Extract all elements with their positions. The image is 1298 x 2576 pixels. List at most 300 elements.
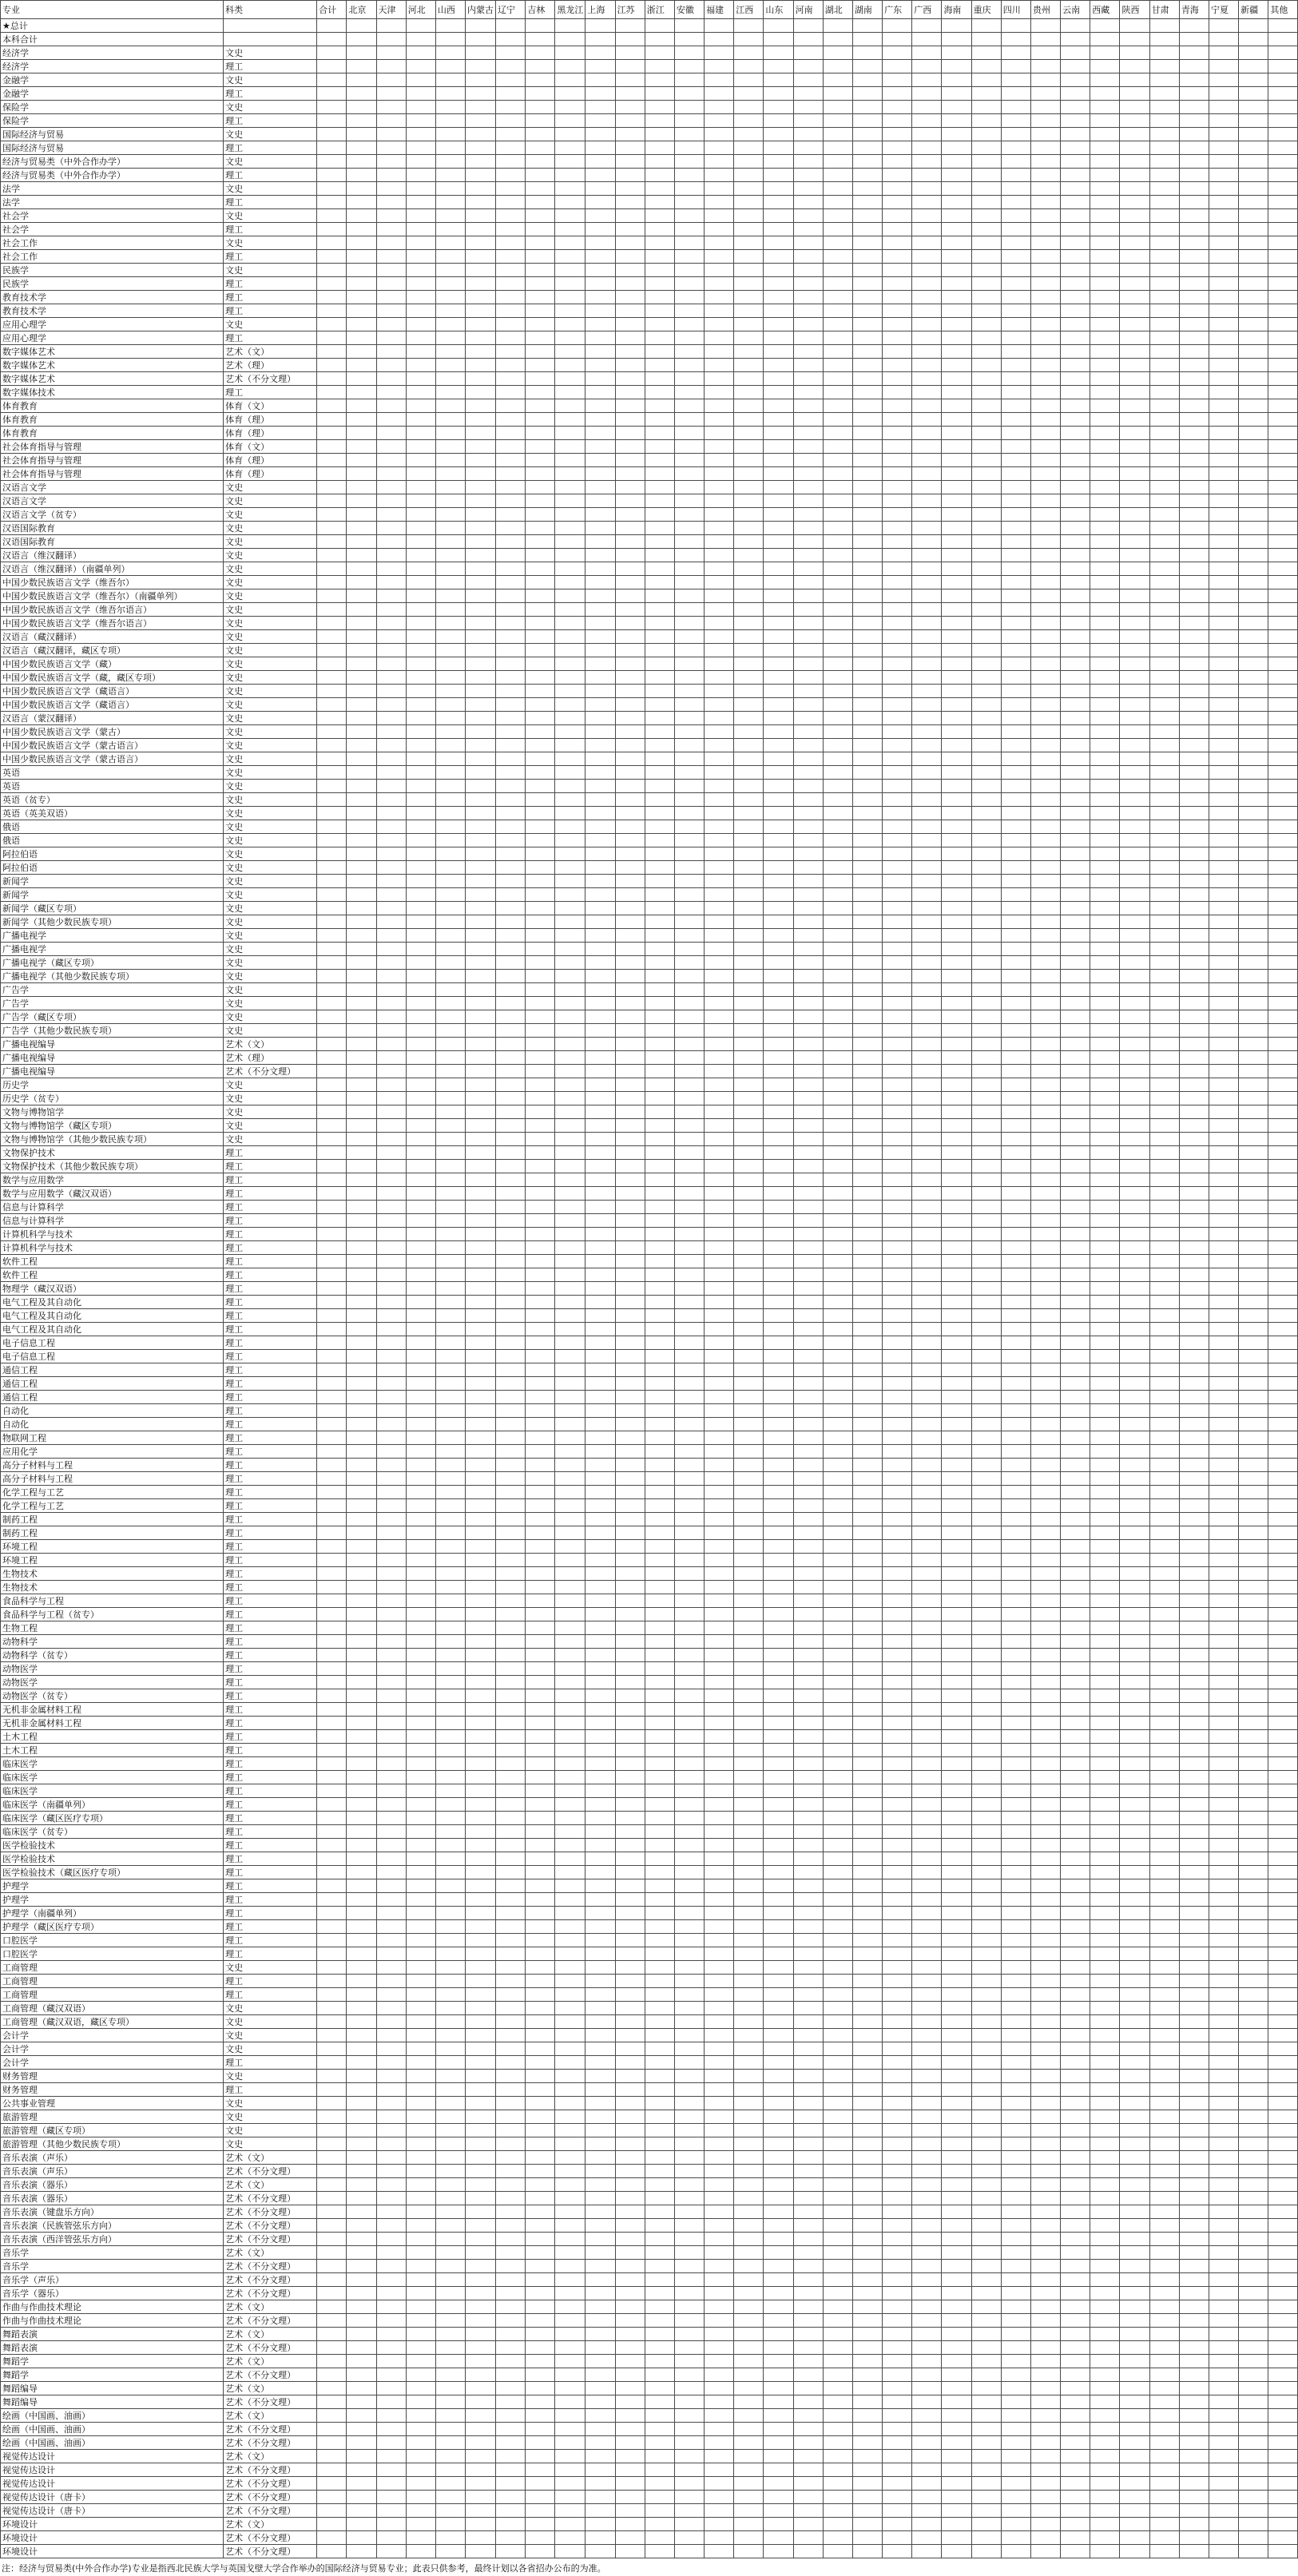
- quota-cell[interactable]: [496, 87, 526, 101]
- quota-cell[interactable]: [1001, 264, 1030, 277]
- quota-cell[interactable]: [1090, 1228, 1120, 1241]
- quota-cell[interactable]: [883, 467, 912, 481]
- quota-cell[interactable]: [347, 1839, 376, 1852]
- category-cell[interactable]: 文史: [224, 807, 317, 820]
- quota-cell[interactable]: [1090, 372, 1120, 386]
- quota-cell[interactable]: [823, 983, 852, 997]
- quota-cell[interactable]: [942, 304, 971, 318]
- quota-cell[interactable]: [1179, 304, 1209, 318]
- quota-cell[interactable]: [1268, 1336, 1298, 1350]
- quota-cell[interactable]: [1030, 359, 1060, 372]
- quota-cell[interactable]: [912, 1744, 942, 1757]
- quota-cell[interactable]: [705, 1784, 734, 1798]
- quota-cell[interactable]: [1001, 1418, 1030, 1431]
- quota-cell[interactable]: [1001, 1377, 1030, 1391]
- quota-cell[interactable]: [883, 1377, 912, 1391]
- quota-cell[interactable]: [317, 589, 347, 603]
- quota-cell[interactable]: [793, 1404, 823, 1418]
- quota-cell[interactable]: [1061, 1038, 1090, 1051]
- quota-cell[interactable]: [705, 1730, 734, 1744]
- quota-cell[interactable]: [526, 1784, 555, 1798]
- quota-cell[interactable]: [1090, 1431, 1120, 1445]
- quota-cell[interactable]: [793, 291, 823, 304]
- quota-cell[interactable]: [1209, 1214, 1238, 1228]
- quota-cell[interactable]: [1179, 1608, 1209, 1621]
- quota-cell[interactable]: [317, 250, 347, 264]
- quota-cell[interactable]: [555, 128, 585, 141]
- quota-cell[interactable]: [764, 1486, 793, 1499]
- quota-cell[interactable]: [674, 1228, 704, 1241]
- quota-cell[interactable]: [764, 1703, 793, 1717]
- quota-cell[interactable]: [1090, 1513, 1120, 1526]
- quota-cell[interactable]: [615, 386, 645, 399]
- quota-cell[interactable]: [942, 250, 971, 264]
- quota-cell[interactable]: [1268, 1581, 1298, 1594]
- quota-cell[interactable]: [406, 902, 435, 915]
- quota-cell[interactable]: [734, 1309, 764, 1323]
- quota-cell[interactable]: [971, 1268, 1001, 1282]
- quota-cell[interactable]: [435, 1282, 465, 1296]
- quota-cell[interactable]: [585, 209, 615, 223]
- quota-cell[interactable]: [645, 1852, 674, 1866]
- quota-cell[interactable]: [793, 1133, 823, 1146]
- quota-cell[interactable]: [466, 1065, 496, 1078]
- quota-cell[interactable]: [1179, 766, 1209, 780]
- quota-cell[interactable]: [496, 1105, 526, 1119]
- quota-cell[interactable]: [526, 712, 555, 725]
- quota-cell[interactable]: [1030, 820, 1060, 834]
- quota-cell[interactable]: [793, 1771, 823, 1784]
- quota-cell[interactable]: [615, 250, 645, 264]
- quota-cell[interactable]: [615, 359, 645, 372]
- quota-cell[interactable]: [883, 141, 912, 155]
- quota-cell[interactable]: [1149, 698, 1179, 712]
- quota-cell[interactable]: [466, 1323, 496, 1336]
- quota-cell[interactable]: [971, 712, 1001, 725]
- quota-cell[interactable]: [1149, 454, 1179, 467]
- quota-cell[interactable]: [942, 1173, 971, 1187]
- quota-cell[interactable]: [1209, 1146, 1238, 1160]
- quota-cell[interactable]: [347, 1431, 376, 1445]
- quota-cell[interactable]: [435, 1703, 465, 1717]
- quota-cell[interactable]: [526, 141, 555, 155]
- quota-cell[interactable]: [1149, 820, 1179, 834]
- quota-cell[interactable]: [764, 1133, 793, 1146]
- quota-cell[interactable]: [764, 1866, 793, 1879]
- quota-cell[interactable]: [1239, 1228, 1268, 1241]
- major-cell[interactable]: 民族学: [1, 277, 224, 291]
- quota-cell[interactable]: [1030, 1363, 1060, 1377]
- quota-cell[interactable]: [466, 1866, 496, 1879]
- quota-cell[interactable]: [823, 155, 852, 169]
- quota-cell[interactable]: [823, 427, 852, 440]
- quota-cell[interactable]: [585, 820, 615, 834]
- quota-cell[interactable]: [376, 1472, 406, 1486]
- quota-cell[interactable]: [526, 589, 555, 603]
- quota-cell[interactable]: [764, 644, 793, 657]
- quota-cell[interactable]: [526, 1431, 555, 1445]
- quota-cell[interactable]: [1268, 535, 1298, 549]
- quota-cell[interactable]: [1179, 277, 1209, 291]
- quota-cell[interactable]: [317, 1241, 347, 1255]
- quota-cell[interactable]: [1209, 562, 1238, 576]
- quota-cell[interactable]: [1120, 983, 1149, 997]
- quota-cell[interactable]: [1061, 1839, 1090, 1852]
- category-cell[interactable]: 理工: [224, 1486, 317, 1499]
- quota-cell[interactable]: [1239, 644, 1268, 657]
- quota-cell[interactable]: [347, 467, 376, 481]
- quota-cell[interactable]: [466, 1757, 496, 1771]
- quota-cell[interactable]: [734, 562, 764, 576]
- quota-cell[interactable]: [793, 1621, 823, 1635]
- quota-cell[interactable]: [852, 725, 882, 739]
- quota-cell[interactable]: [1239, 1771, 1268, 1784]
- quota-cell[interactable]: [1090, 331, 1120, 345]
- quota-cell[interactable]: [971, 685, 1001, 698]
- quota-cell[interactable]: [555, 1513, 585, 1526]
- quota-cell[interactable]: [705, 1662, 734, 1676]
- quota-cell[interactable]: [555, 1839, 585, 1852]
- category-cell[interactable]: 理工: [224, 87, 317, 101]
- quota-cell[interactable]: [466, 440, 496, 454]
- quota-cell[interactable]: [347, 1852, 376, 1866]
- quota-cell[interactable]: [496, 1350, 526, 1363]
- quota-cell[interactable]: [406, 1038, 435, 1051]
- quota-cell[interactable]: [1149, 875, 1179, 888]
- quota-cell[interactable]: [1179, 1621, 1209, 1635]
- quota-cell[interactable]: [555, 1771, 585, 1784]
- quota-cell[interactable]: [435, 1268, 465, 1282]
- quota-cell[interactable]: [942, 386, 971, 399]
- quota-cell[interactable]: [645, 467, 674, 481]
- quota-cell[interactable]: [1268, 1296, 1298, 1309]
- quota-cell[interactable]: [942, 970, 971, 983]
- quota-cell[interactable]: [1001, 494, 1030, 508]
- quota-cell[interactable]: [852, 943, 882, 956]
- quota-cell[interactable]: [1239, 1418, 1268, 1431]
- quota-cell[interactable]: [852, 1092, 882, 1105]
- quota-cell[interactable]: [1179, 1214, 1209, 1228]
- quota-cell[interactable]: [1001, 1812, 1030, 1825]
- quota-cell[interactable]: [1239, 1391, 1268, 1404]
- quota-cell[interactable]: [645, 1065, 674, 1078]
- quota-cell[interactable]: [406, 440, 435, 454]
- quota-cell[interactable]: [1090, 1757, 1120, 1771]
- quota-cell[interactable]: [466, 1879, 496, 1893]
- quota-cell[interactable]: [1209, 698, 1238, 712]
- quota-cell[interactable]: [615, 454, 645, 467]
- quota-cell[interactable]: [496, 997, 526, 1010]
- quota-cell[interactable]: [496, 657, 526, 671]
- quota-cell[interactable]: [705, 1119, 734, 1133]
- quota-cell[interactable]: [585, 467, 615, 481]
- quota-cell[interactable]: [1090, 114, 1120, 128]
- quota-cell[interactable]: [1120, 1133, 1149, 1146]
- quota-cell[interactable]: [1061, 73, 1090, 87]
- quota-cell[interactable]: [1239, 1431, 1268, 1445]
- quota-cell[interactable]: [971, 372, 1001, 386]
- quota-cell[interactable]: [526, 983, 555, 997]
- major-cell[interactable]: 广播电视学: [1, 929, 224, 943]
- quota-cell[interactable]: [496, 1187, 526, 1201]
- quota-cell[interactable]: [883, 345, 912, 359]
- quota-cell[interactable]: [555, 807, 585, 820]
- quota-cell[interactable]: [526, 888, 555, 902]
- quota-cell[interactable]: [734, 1282, 764, 1296]
- quota-cell[interactable]: [645, 1241, 674, 1255]
- quota-cell[interactable]: [1239, 1201, 1268, 1214]
- quota-cell[interactable]: [1030, 725, 1060, 739]
- quota-cell[interactable]: [852, 1513, 882, 1526]
- quota-cell[interactable]: [615, 209, 645, 223]
- quota-cell[interactable]: [555, 399, 585, 413]
- quota-cell[interactable]: [971, 1567, 1001, 1581]
- quota-cell[interactable]: [1209, 318, 1238, 331]
- quota-cell[interactable]: [1090, 698, 1120, 712]
- quota-cell[interactable]: [1090, 685, 1120, 698]
- quota-cell[interactable]: [1179, 169, 1209, 182]
- quota-cell[interactable]: [1061, 983, 1090, 997]
- quota-cell[interactable]: [1239, 1703, 1268, 1717]
- quota-cell[interactable]: [734, 1852, 764, 1866]
- quota-cell[interactable]: [376, 508, 406, 522]
- quota-cell[interactable]: [705, 291, 734, 304]
- quota-cell[interactable]: [764, 1730, 793, 1744]
- quota-cell[interactable]: [555, 1689, 585, 1703]
- quota-cell[interactable]: [912, 386, 942, 399]
- quota-cell[interactable]: [1001, 155, 1030, 169]
- quota-cell[interactable]: [1179, 1771, 1209, 1784]
- quota-cell[interactable]: [1090, 793, 1120, 807]
- quota-cell[interactable]: [1030, 549, 1060, 562]
- quota-cell[interactable]: [1209, 427, 1238, 440]
- quota-cell[interactable]: [1061, 1784, 1090, 1798]
- quota-cell[interactable]: [852, 1486, 882, 1499]
- quota-cell[interactable]: [793, 644, 823, 657]
- quota-cell[interactable]: [1061, 1377, 1090, 1391]
- quota-cell[interactable]: [734, 1676, 764, 1689]
- quota-cell[interactable]: [347, 359, 376, 372]
- quota-cell[interactable]: [793, 576, 823, 589]
- quota-cell[interactable]: [585, 807, 615, 820]
- quota-cell[interactable]: [823, 535, 852, 549]
- quota-cell[interactable]: [883, 1323, 912, 1336]
- quota-cell[interactable]: [615, 1431, 645, 1445]
- quota-cell[interactable]: [615, 128, 645, 141]
- quota-cell[interactable]: [1090, 236, 1120, 250]
- quota-cell[interactable]: [793, 807, 823, 820]
- quota-cell[interactable]: [555, 725, 585, 739]
- quota-cell[interactable]: [1239, 1350, 1268, 1363]
- quota-cell[interactable]: [526, 114, 555, 128]
- quota-cell[interactable]: [764, 1581, 793, 1594]
- quota-cell[interactable]: [347, 1866, 376, 1879]
- quota-cell[interactable]: [1120, 997, 1149, 1010]
- quota-cell[interactable]: [615, 1540, 645, 1554]
- quota-cell[interactable]: [1179, 915, 1209, 929]
- quota-cell[interactable]: [1239, 847, 1268, 861]
- quota-cell[interactable]: [317, 1812, 347, 1825]
- quota-cell[interactable]: [883, 1839, 912, 1852]
- quota-cell[interactable]: [585, 1241, 615, 1255]
- quota-cell[interactable]: [912, 888, 942, 902]
- quota-cell[interactable]: [1061, 1268, 1090, 1282]
- category-cell[interactable]: 理工: [224, 1581, 317, 1594]
- quota-cell[interactable]: [1090, 1499, 1120, 1513]
- quota-cell[interactable]: [734, 1363, 764, 1377]
- quota-cell[interactable]: [317, 1431, 347, 1445]
- quota-cell[interactable]: [1209, 196, 1238, 209]
- quota-cell[interactable]: [496, 1445, 526, 1459]
- quota-cell[interactable]: [1030, 739, 1060, 752]
- quota-cell[interactable]: [1001, 1472, 1030, 1486]
- quota-cell[interactable]: [555, 1798, 585, 1812]
- category-cell[interactable]: 艺术（理）: [224, 359, 317, 372]
- quota-cell[interactable]: [1209, 1323, 1238, 1336]
- major-cell[interactable]: 通信工程: [1, 1391, 224, 1404]
- quota-cell[interactable]: [674, 223, 704, 236]
- quota-cell[interactable]: [823, 1065, 852, 1078]
- quota-cell[interactable]: [526, 1703, 555, 1717]
- quota-cell[interactable]: [615, 1513, 645, 1526]
- quota-cell[interactable]: [496, 1581, 526, 1594]
- quota-cell[interactable]: [406, 427, 435, 440]
- quota-cell[interactable]: [705, 1255, 734, 1268]
- quota-cell[interactable]: [942, 155, 971, 169]
- quota-cell[interactable]: [1001, 1323, 1030, 1336]
- quota-cell[interactable]: [347, 902, 376, 915]
- quota-cell[interactable]: [1030, 1187, 1060, 1201]
- quota-cell[interactable]: [1268, 1391, 1298, 1404]
- quota-cell[interactable]: [705, 1717, 734, 1730]
- quota-cell[interactable]: [615, 372, 645, 386]
- quota-cell[interactable]: [852, 1119, 882, 1133]
- quota-cell[interactable]: [852, 1404, 882, 1418]
- quota-cell[interactable]: [764, 1784, 793, 1798]
- quota-cell[interactable]: [942, 128, 971, 141]
- quota-cell[interactable]: [376, 60, 406, 73]
- quota-cell[interactable]: [793, 1689, 823, 1703]
- quota-cell[interactable]: [971, 1024, 1001, 1038]
- quota-cell[interactable]: [1001, 875, 1030, 888]
- quota-cell[interactable]: [793, 196, 823, 209]
- quota-cell[interactable]: [1030, 1051, 1060, 1065]
- quota-cell[interactable]: [615, 1567, 645, 1581]
- quota-cell[interactable]: [555, 250, 585, 264]
- quota-cell[interactable]: [645, 1146, 674, 1160]
- quota-cell[interactable]: [942, 1459, 971, 1472]
- quota-cell[interactable]: [1209, 19, 1238, 33]
- quota-cell[interactable]: [1239, 943, 1268, 956]
- quota-cell[interactable]: [1090, 1784, 1120, 1798]
- quota-cell[interactable]: [1061, 1431, 1090, 1445]
- quota-cell[interactable]: [852, 467, 882, 481]
- quota-cell[interactable]: [823, 956, 852, 970]
- quota-cell[interactable]: [1149, 440, 1179, 454]
- quota-cell[interactable]: [1268, 1418, 1298, 1431]
- quota-cell[interactable]: [317, 1105, 347, 1119]
- quota-cell[interactable]: [1149, 1812, 1179, 1825]
- quota-cell[interactable]: [555, 562, 585, 576]
- category-cell[interactable]: 理工: [224, 1391, 317, 1404]
- quota-cell[interactable]: [1120, 33, 1149, 46]
- quota-cell[interactable]: [764, 1296, 793, 1309]
- quota-cell[interactable]: [942, 1445, 971, 1459]
- quota-cell[interactable]: [347, 1594, 376, 1608]
- quota-cell[interactable]: [793, 427, 823, 440]
- quota-cell[interactable]: [376, 780, 406, 793]
- quota-cell[interactable]: [1179, 1391, 1209, 1404]
- quota-cell[interactable]: [942, 1119, 971, 1133]
- quota-cell[interactable]: [1001, 1784, 1030, 1798]
- quota-cell[interactable]: [526, 562, 555, 576]
- quota-cell[interactable]: [793, 128, 823, 141]
- quota-cell[interactable]: [912, 1526, 942, 1540]
- quota-cell[interactable]: [645, 956, 674, 970]
- quota-cell[interactable]: [1179, 1377, 1209, 1391]
- quota-cell[interactable]: [347, 372, 376, 386]
- quota-cell[interactable]: [942, 1255, 971, 1268]
- quota-cell[interactable]: [971, 752, 1001, 766]
- quota-cell[interactable]: [347, 1730, 376, 1744]
- quota-cell[interactable]: [734, 1092, 764, 1105]
- quota-cell[interactable]: [615, 1621, 645, 1635]
- quota-cell[interactable]: [1001, 331, 1030, 345]
- quota-cell[interactable]: [555, 345, 585, 359]
- quota-cell[interactable]: [1120, 1554, 1149, 1567]
- quota-cell[interactable]: [793, 1282, 823, 1296]
- quota-cell[interactable]: [645, 766, 674, 780]
- quota-cell[interactable]: [912, 617, 942, 630]
- quota-cell[interactable]: [705, 1445, 734, 1459]
- quota-cell[interactable]: [1149, 671, 1179, 685]
- quota-cell[interactable]: [1061, 1214, 1090, 1228]
- quota-cell[interactable]: [1030, 33, 1060, 46]
- quota-cell[interactable]: [1061, 1689, 1090, 1703]
- quota-cell[interactable]: [466, 562, 496, 576]
- quota-cell[interactable]: [793, 1730, 823, 1744]
- quota-cell[interactable]: [912, 1852, 942, 1866]
- quota-cell[interactable]: [1030, 807, 1060, 820]
- quota-cell[interactable]: [1179, 33, 1209, 46]
- quota-cell[interactable]: [1268, 888, 1298, 902]
- quota-cell[interactable]: [883, 752, 912, 766]
- quota-cell[interactable]: [1030, 671, 1060, 685]
- quota-cell[interactable]: [466, 1228, 496, 1241]
- quota-cell[interactable]: [1001, 766, 1030, 780]
- quota-cell[interactable]: [912, 1662, 942, 1676]
- quota-cell[interactable]: [585, 1350, 615, 1363]
- quota-cell[interactable]: [823, 630, 852, 644]
- quota-cell[interactable]: [734, 902, 764, 915]
- quota-cell[interactable]: [1239, 807, 1268, 820]
- quota-cell[interactable]: [645, 630, 674, 644]
- category-cell[interactable]: 文史: [224, 508, 317, 522]
- quota-cell[interactable]: [883, 1336, 912, 1350]
- quota-cell[interactable]: [793, 1377, 823, 1391]
- quota-cell[interactable]: [347, 807, 376, 820]
- quota-cell[interactable]: [496, 535, 526, 549]
- quota-cell[interactable]: [1268, 630, 1298, 644]
- quota-cell[interactable]: [883, 915, 912, 929]
- quota-cell[interactable]: [912, 807, 942, 820]
- quota-cell[interactable]: [1209, 1662, 1238, 1676]
- major-cell[interactable]: 数字媒体艺术: [1, 372, 224, 386]
- quota-cell[interactable]: [1030, 576, 1060, 589]
- quota-cell[interactable]: [435, 1784, 465, 1798]
- quota-cell[interactable]: [1179, 617, 1209, 630]
- quota-cell[interactable]: [1239, 793, 1268, 807]
